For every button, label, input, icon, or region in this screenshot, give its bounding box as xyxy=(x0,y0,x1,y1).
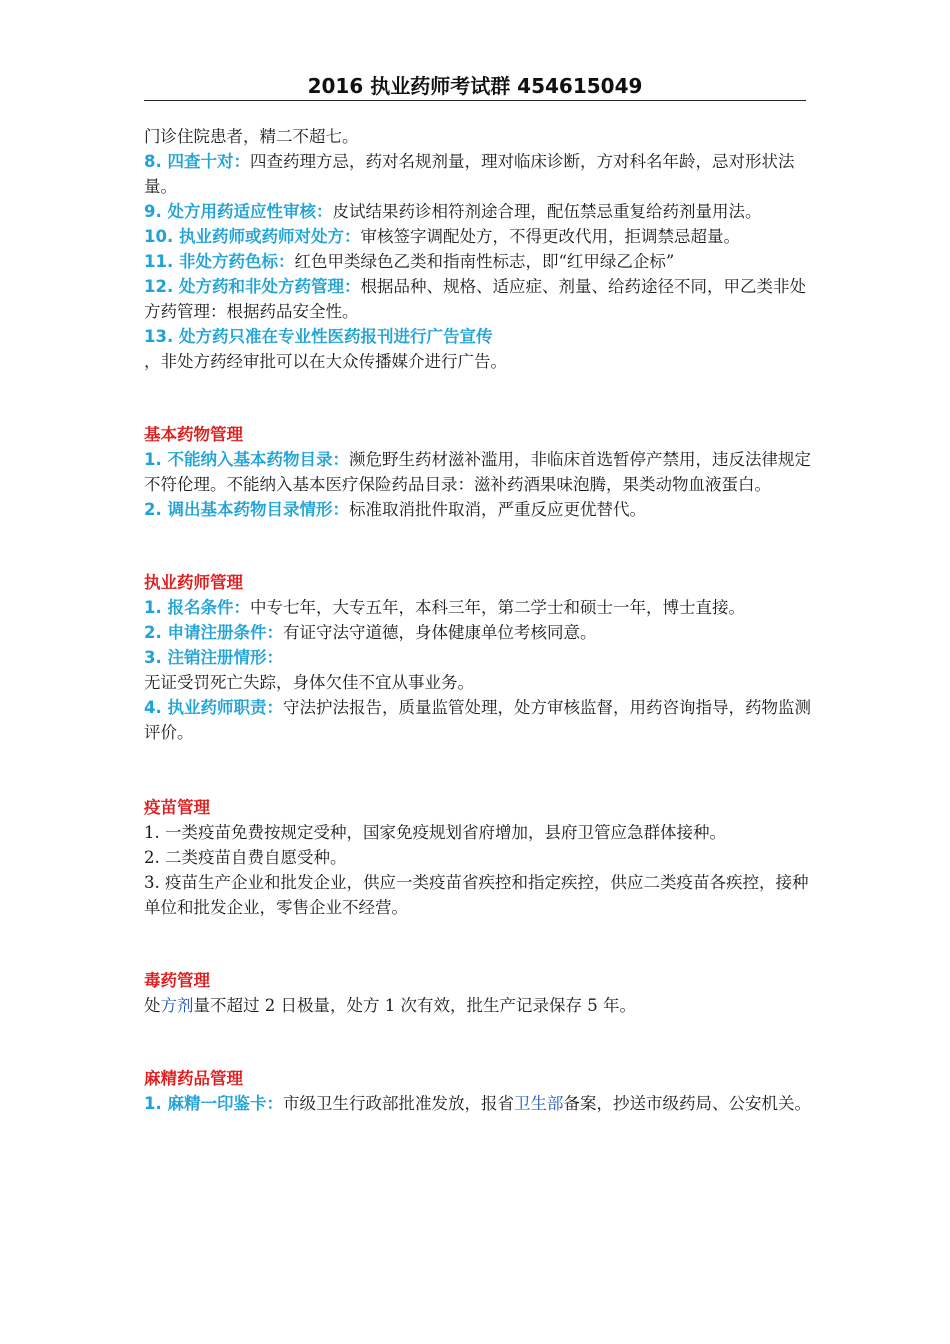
poison-text-post: 量不超过 2 日极量，处方 1 次有效，批生产记录保存 5 年。 xyxy=(193,996,636,1015)
item-label: 1. 不能纳入基本药物目录： xyxy=(144,450,349,469)
item-text: 中专七年，大专五年，本科三年，第二学士和硕士一年，博士直接。 xyxy=(250,598,745,617)
poison-text-pre: 处 xyxy=(144,996,161,1015)
essential-item-2 xyxy=(144,497,816,522)
item-label: 10. 执业药师或药师对处方： xyxy=(144,227,361,246)
item-text: 皮试结果药诊相符剂途合理，配伍禁忌重复给药剂量用法。 xyxy=(332,202,762,221)
item-label: 9. 处方用药适应性审核： xyxy=(144,202,333,221)
pharmacist-item-3 xyxy=(144,645,816,670)
item-text: 根据品种、规格、适应症、剂量、给药途径不同，甲乙类非处方药管理：根据药品安全性。 xyxy=(144,277,806,321)
item-text: 濒危野生药材滋补滥用，非临床首选暂停产禁用，违反法律规定不符伦理。不能纳入基本医疗保险药品目录：滋补药酒果味泡腾，果类动物血液蛋白。 xyxy=(144,450,811,494)
section-title-pharmacist: 执业药师管理 xyxy=(144,573,243,592)
vaccine-line-3: 3. 疫苗生产企业和批发企业，供应一类疫苗省疾控和指定疾控，供应二类疫苗各疾控，接种单位和批发企业，零售企业不经营。 xyxy=(144,873,809,917)
narcotic-text-pre: 市级卫生行政部批准发放，报省 xyxy=(283,1094,514,1113)
item-label: 1. 麻精一印鉴卡： xyxy=(144,1094,283,1113)
section-title-narcotic: 麻精药品管理 xyxy=(144,1069,243,1088)
narcotic-link[interactable]: 卫生部 xyxy=(514,1094,564,1113)
poison-link[interactable]: 方剂 xyxy=(160,996,194,1015)
vaccine-line-2: 2. 二类疫苗自费自愿受种。 xyxy=(144,848,347,867)
essential-item-1 xyxy=(144,447,816,497)
item-text: 标准取消批件取消，严重反应更优替代。 xyxy=(349,500,646,519)
header-divider xyxy=(144,100,806,101)
intro-item-10 xyxy=(144,224,816,249)
item-text: 四查药理方忌，药对名规剂量，理对临床诊断，方对科名年龄，忌对形状法量。 xyxy=(144,152,795,196)
section-title-vaccine: 疫苗管理 xyxy=(144,798,210,817)
intro-item-13-label: 13. 处方药只准在专业性医药报刊进行广告宣传 xyxy=(144,327,493,346)
item-label: 2. 调出基本药物目录情形： xyxy=(144,500,349,519)
item-label: 2. 申请注册条件： xyxy=(144,623,283,642)
page-header-title: 2016 执业药师考试群 454615049 xyxy=(307,74,643,98)
pharmacist-item-4 xyxy=(144,695,816,745)
section-title-poison: 毒药管理 xyxy=(144,971,210,990)
intro-item-8 xyxy=(144,149,816,199)
intro-item-9 xyxy=(144,199,816,224)
pharmacist-item-2 xyxy=(144,620,816,645)
document-body xyxy=(144,124,816,1116)
item-label: 8. 四查十对： xyxy=(144,152,250,171)
pharmacist-item-1 xyxy=(144,595,816,620)
narcotic-item-1 xyxy=(144,1091,816,1116)
item-label: 11. 非处方药色标： xyxy=(144,252,295,271)
pharmacist-cancel-text: 无证受罚死亡失踪，身体欠佳不宜从事业务。 xyxy=(144,673,474,692)
section-title-essential: 基本药物管理 xyxy=(144,425,243,444)
item-label: 4. 执业药师职责： xyxy=(144,698,283,717)
intro-item-12 xyxy=(144,274,816,324)
item-text: 守法护法报告，质量监管处理，处方审核监督，用药咨询指导，药物监测评价。 xyxy=(144,698,811,742)
poison-text xyxy=(144,993,816,1018)
intro-item-13-text: ，非处方药经审批可以在大众传播媒介进行广告。 xyxy=(144,352,507,371)
item-text: 红色甲类绿色乙类和指南性标志，即“红甲绿乙企标” xyxy=(294,252,675,271)
item-text: 有证守法守道德，身体健康单位考核同意。 xyxy=(283,623,597,642)
narcotic-text-post: 备案，抄送市级药局、公安机关。 xyxy=(563,1094,811,1113)
intro-line: 门诊住院患者，精二不超七。 xyxy=(144,127,359,146)
item-label: 12. 处方药和非处方药管理： xyxy=(144,277,361,296)
vaccine-line-1: 1. 一类疫苗免费按规定受种，国家免疫规划省府增加，县府卫管应急群体接种。 xyxy=(144,823,726,842)
item-text: 审核签字调配处方，不得更改代用，拒调禁忌超量。 xyxy=(360,227,740,246)
item-label: 1. 报名条件： xyxy=(144,598,250,617)
intro-item-11 xyxy=(144,249,816,274)
item-label: 3. 注销注册情形： xyxy=(144,648,283,667)
